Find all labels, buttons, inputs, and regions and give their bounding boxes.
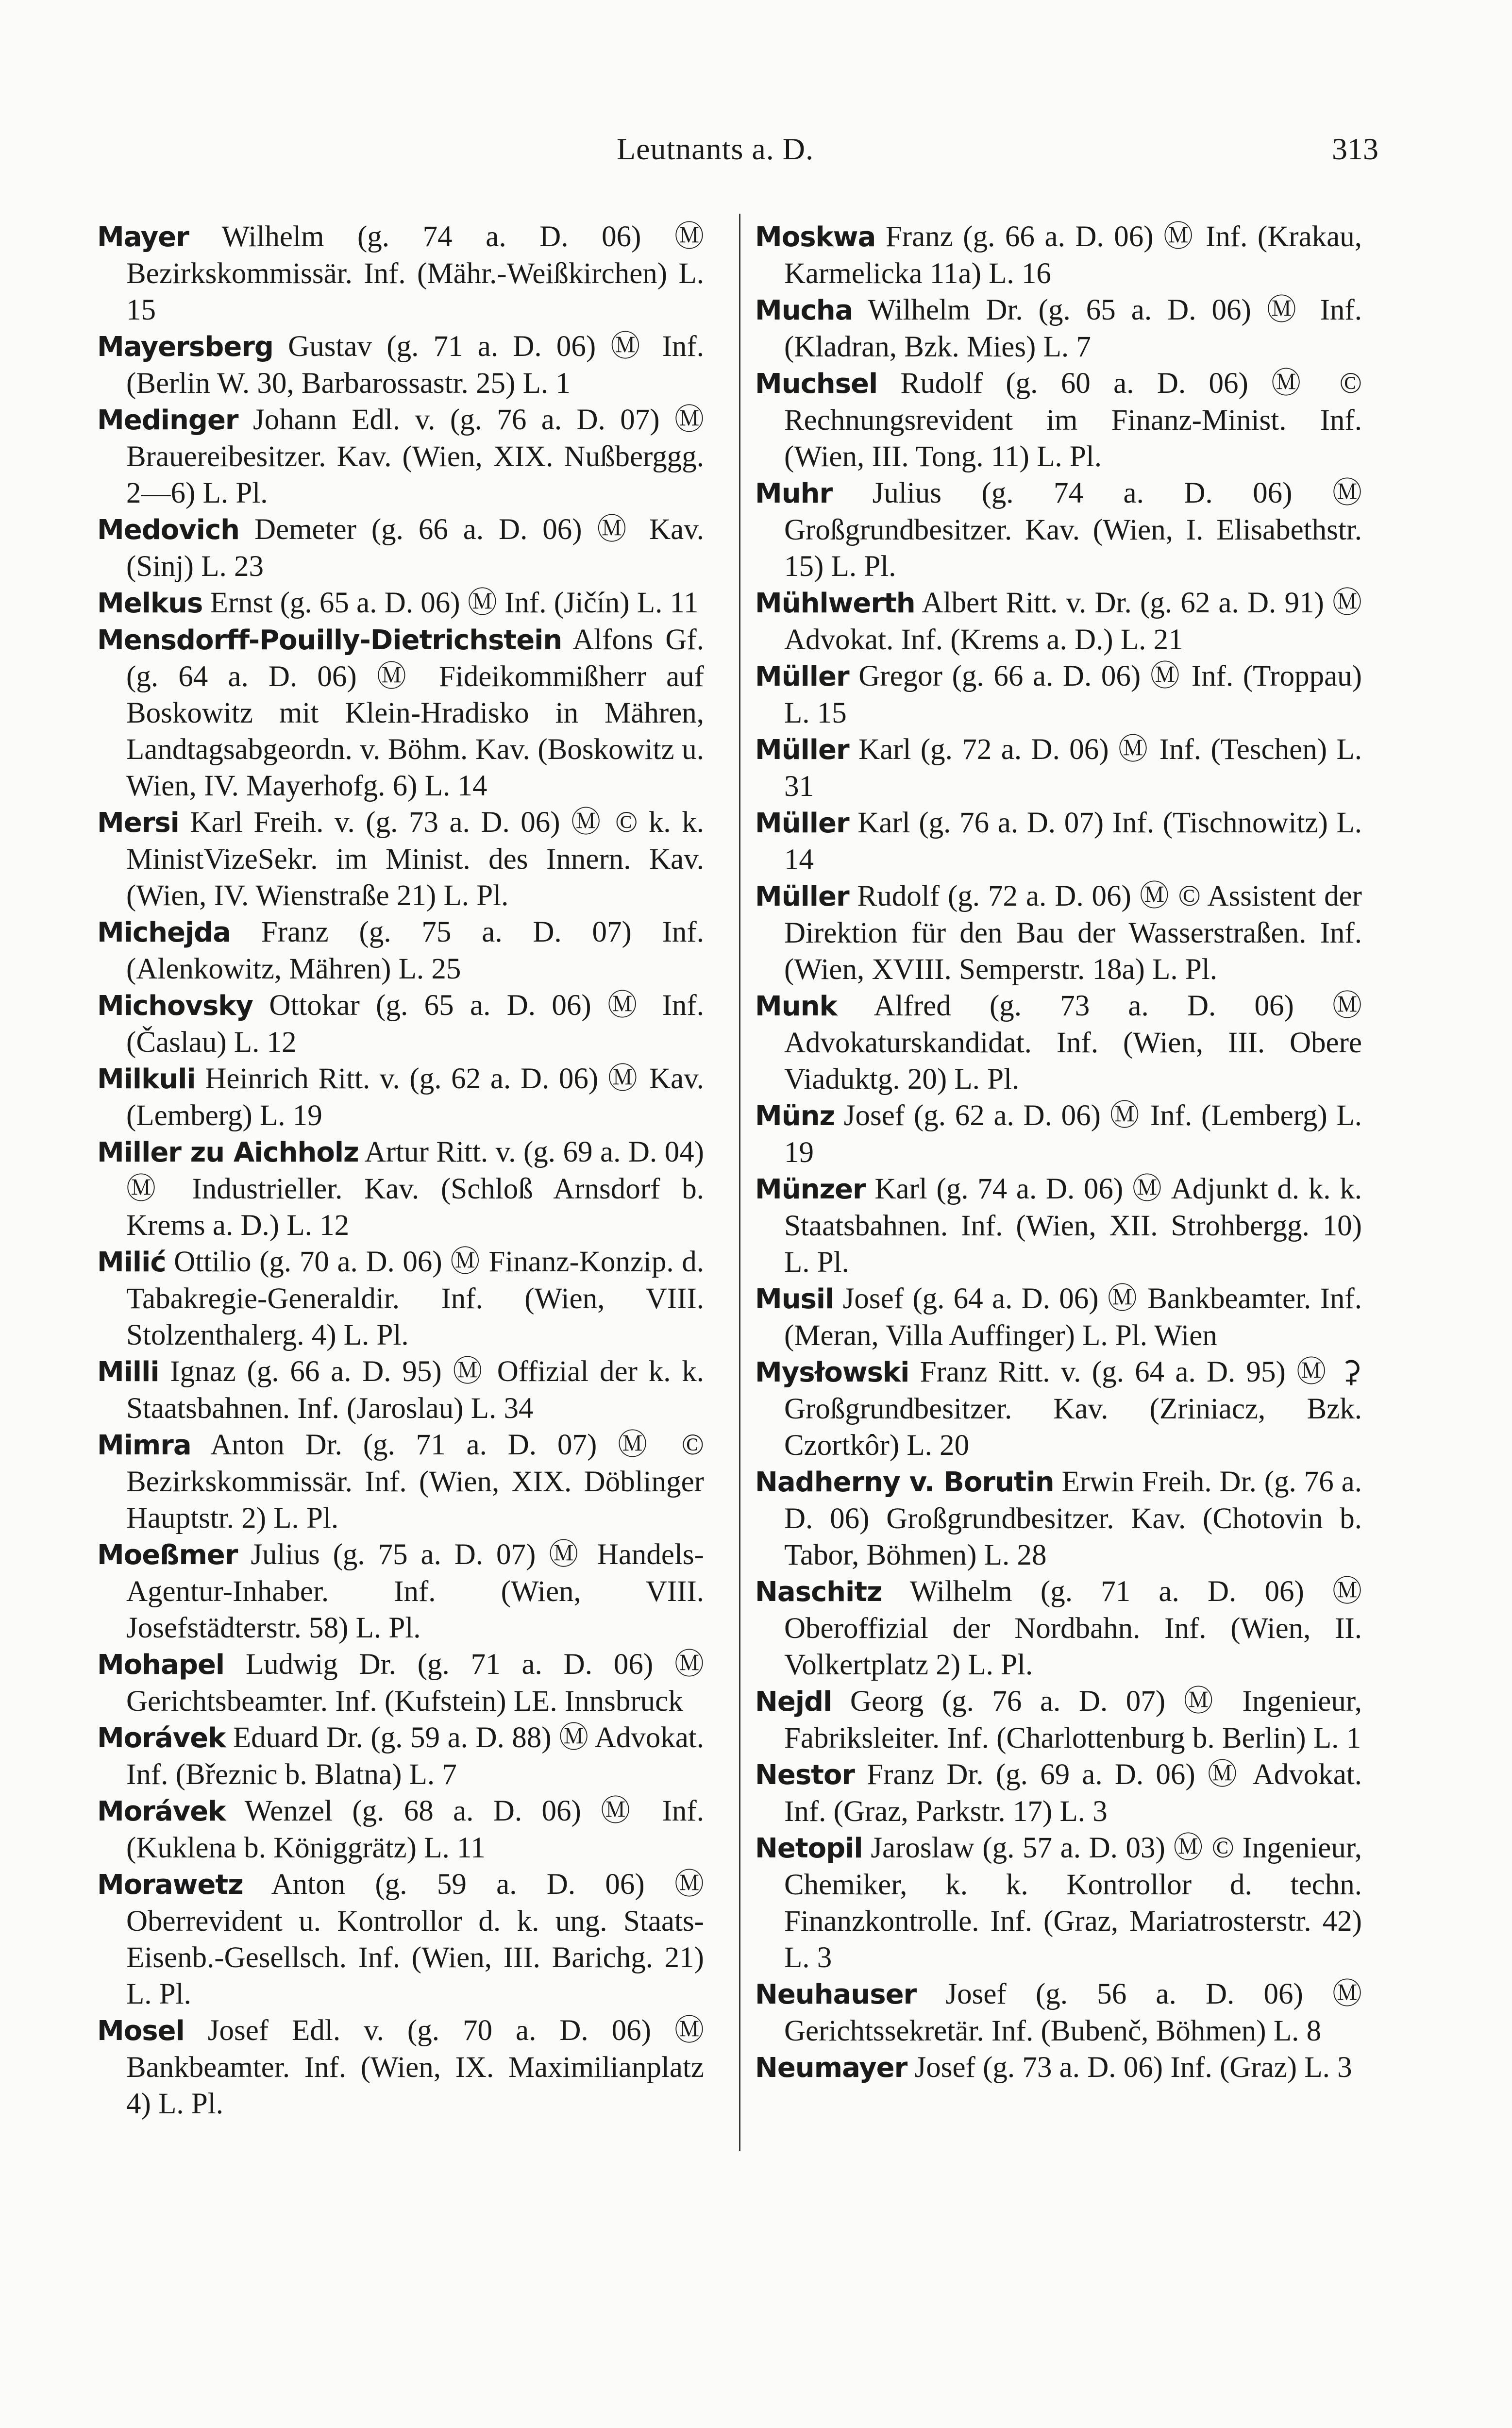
entry-details: Franz (g. 66 a. D. 06) Ⓜ Inf. (Krakau, Karmelicka 11a) L. 16: [784, 220, 1362, 290]
directory-entry: [97, 804, 704, 914]
entry-details: Julius (g. 74 a. D. 06) Ⓜ Großgrundbesitzer. Kav. (Wien, I. Elisabethstr. 15) L. Pl.: [784, 477, 1362, 583]
entry-details: Johann Edl. v. (g. 76 a. D. 07) Ⓜ Brauereibesitzer. Kav. (Wien, XIX. Nußberggg. 2—6) L. Pl.: [126, 404, 704, 509]
directory-entry: [97, 585, 704, 622]
directory-entry: [755, 878, 1362, 988]
entry-surname: Musil: [755, 1283, 834, 1315]
directory-entry: [97, 1720, 704, 1793]
entry-surname: Mühlwerth: [755, 588, 915, 619]
entry-details: Alfred (g. 73 a. D. 06) Ⓜ Advokaturskandidat. Inf. (Wien, III. Obere Viaduktg. 20) L. Pl.: [784, 990, 1362, 1096]
directory-entry: [755, 1097, 1362, 1171]
entry-details: Josef Edl. v. (g. 70 a. D. 06) Ⓜ Bankbeamter. Inf. (Wien, IX. Maximilianplatz 4) L. Pl.: [126, 2014, 704, 2120]
entry-surname: Münzer: [755, 1174, 866, 1205]
directory-entry: [97, 402, 704, 511]
column-divider: [739, 214, 740, 2151]
page-header: [0, 131, 1512, 175]
directory-entry: [755, 475, 1362, 585]
entry-details: Heinrich Ritt. v. (g. 62 a. D. 06) Ⓜ Kav. (Lemberg) L. 19: [126, 1062, 704, 1132]
directory-entry: [97, 1646, 704, 1720]
entry-details: Ottokar (g. 65 a. D. 06) Ⓜ Inf. (Časlau) L. 12: [126, 989, 704, 1059]
entry-surname: Michovsky: [97, 990, 253, 1022]
entry-surname: Müller: [755, 881, 849, 912]
entry-surname: Neuhauser: [755, 1979, 917, 2010]
entry-details: Georg (g. 76 a. D. 07) Ⓜ Ingenieur, Fabriksleiter. Inf. (Charlottenburg b. Berlin) L. 1: [784, 1685, 1362, 1754]
entry-surname: Mersi: [97, 807, 179, 839]
entry-surname: Mosel: [97, 2015, 185, 2047]
directory-entry: [97, 511, 704, 585]
entry-surname: Müller: [755, 661, 849, 692]
entry-surname: Melkus: [97, 588, 203, 619]
entry-details: Wilhelm (g. 74 a. D. 06) Ⓜ Bezirkskommissär. Inf. (Mähr.-Weißkirchen) L. 15: [126, 220, 704, 326]
entry-surname: Mysłowski: [755, 1357, 909, 1388]
entry-surname: Münz: [755, 1100, 835, 1132]
entry-details: Franz Ritt. v. (g. 64 a. D. 95) Ⓜ ⚳ Großgrundbesitzer. Kav. (Zriniacz, Bzk. Czortkôr) L. 20: [784, 1356, 1362, 1462]
entry-details: Josef (g. 64 a. D. 06) Ⓜ Bankbeamter. Inf. (Meran, Villa Auffinger) L. Pl. Wien: [784, 1282, 1362, 1352]
entry-surname: Moeßmer: [97, 1539, 238, 1571]
entry-details: Karl (g. 74 a. D. 06) Ⓜ Adjunkt d. k. k. Staatsbahnen. Inf. (Wien, XII. Strohbergg. 10) L. Pl.: [784, 1173, 1362, 1279]
directory-entry: [97, 1353, 704, 1427]
entry-surname: Medovich: [97, 514, 240, 546]
entry-details: Karl (g. 72 a. D. 06) Ⓜ Inf. (Teschen) L. 31: [784, 733, 1362, 803]
entry-details: Artur Ritt. v. (g. 69 a. D. 04) Ⓜ Industrieller. Kav. (Schloß Arnsdorf b. Krems a. D.) L. 12: [126, 1136, 704, 1242]
entry-details: Franz (g. 75 a. D. 07) Inf. (Alenkowitz, Mähren) L. 25: [126, 916, 704, 985]
directory-entry: [755, 658, 1362, 731]
directory-entry: [755, 1756, 1362, 1830]
directory-entry: [755, 1830, 1362, 1976]
entry-details: Rudolf (g. 72 a. D. 06) Ⓜ © Assistent der Direktion für den Bau der Wasserstraßen. Inf. (Wien, XVIII. Semperstr. 18a) L. Pl.: [784, 880, 1362, 986]
directory-entry: [97, 1427, 704, 1536]
entry-surname: Mensdorff-Pouilly-Dietrichstein: [97, 624, 562, 656]
directory-entry: [755, 365, 1362, 475]
entry-surname: Mayer: [97, 221, 189, 253]
running-head: Leutnants a. D.: [617, 132, 814, 166]
directory-entry: [755, 1683, 1362, 1756]
entry-surname: Muhr: [755, 478, 833, 509]
entry-details: Franz Dr. (g. 69 a. D. 06) Ⓜ Advokat. Inf. (Graz, Parkstr. 17) L. 3: [784, 1758, 1362, 1828]
entry-details: Ernst (g. 65 a. D. 06) Ⓜ Inf. (Jičín) L. 11: [202, 587, 699, 619]
directory-entry: [97, 1866, 704, 2012]
entry-details: Wenzel (g. 68 a. D. 06) Ⓜ Inf. (Kuklena b. Königgrätz) L. 11: [126, 1795, 704, 1864]
entry-surname: Müller: [755, 734, 849, 766]
entry-details: Wilhelm Dr. (g. 65 a. D. 06) Ⓜ Inf. (Kladran, Bzk. Mies) L. 7: [784, 294, 1362, 363]
right-column: [755, 219, 1362, 2086]
entry-details: Jaroslaw (g. 57 a. D. 03) Ⓜ © Ingenieur, Chemiker, k. k. Kontrollor d. techn. Finanzkontrolle. Inf. (Graz, Mariatrosterstr. 42) L. 3: [784, 1832, 1362, 1974]
entry-surname: Morawetz: [97, 1869, 243, 1901]
directory-entry: [97, 328, 704, 402]
entry-surname: Milić: [97, 1247, 166, 1278]
directory-entry: [755, 2049, 1362, 2086]
directory-entry: [97, 1244, 704, 1353]
entry-details: Ludwig Dr. (g. 71 a. D. 06) Ⓜ Gerichtsbeamter. Inf. (Kufstein) LE. Innsbruck: [126, 1648, 704, 1718]
entry-surname: Morávek: [97, 1722, 226, 1754]
entry-surname: Michejda: [97, 917, 231, 948]
directory-entry: [755, 988, 1362, 1097]
entry-surname: Nadherny v. Borutin: [755, 1467, 1054, 1498]
directory-entry: [755, 1464, 1362, 1573]
entry-details: Karl Freih. v. (g. 73 a. D. 06) Ⓜ © k. k. MinistVizeSekr. im Minist. des Innern. Kav. (Wien, IV. Wienstraße 21) L. Pl.: [126, 806, 704, 912]
directory-entry: [97, 1061, 704, 1134]
entry-details: Josef (g. 73 a. D. 06) Inf. (Graz) L. 3: [907, 2051, 1352, 2084]
directory-entry: [97, 1793, 704, 1866]
entry-surname: Muchsel: [755, 368, 878, 400]
directory-entry: [97, 2012, 704, 2122]
entry-details: Wilhelm (g. 71 a. D. 06) Ⓜ Oberoffizial der Nordbahn. Inf. (Wien, II. Volkertplatz 2) L. Pl.: [784, 1575, 1362, 1681]
directory-entry: [97, 219, 704, 328]
directory-entry: [97, 1536, 704, 1646]
entry-details: Eduard Dr. (g. 59 a. D. 88) Ⓜ Advokat. Inf. (Březnic b. Blatna) L. 7: [126, 1721, 704, 1791]
entry-details: Albert Ritt. v. Dr. (g. 62 a. D. 91) Ⓜ Advokat. Inf. (Krems a. D.) L. 21: [784, 587, 1362, 656]
entry-details: Julius (g. 75 a. D. 07) Ⓜ Handels-Agentur-Inhaber. Inf. (Wien, VIII. Josefstädterstr. 58) L. Pl.: [126, 1538, 704, 1644]
directory-entry: [755, 219, 1362, 292]
entry-details: Anton Dr. (g. 71 a. D. 07) Ⓜ © Bezirkskommissär. Inf. (Wien, XIX. Döblinger Hauptstr. 2) L. Pl.: [126, 1429, 704, 1534]
entry-surname: Mucha: [755, 295, 853, 326]
entry-details: Josef (g. 62 a. D. 06) Ⓜ Inf. (Lemberg) L. 19: [784, 1099, 1362, 1169]
entry-details: Gustav (g. 71 a. D. 06) Ⓜ Inf. (Berlin W. 30, Barbarossastr. 25) L. 1: [126, 330, 704, 400]
entry-surname: Medinger: [97, 405, 238, 436]
directory-entry: [755, 1171, 1362, 1281]
directory-entry: [97, 914, 704, 987]
entry-surname: Milli: [97, 1356, 159, 1388]
entry-surname: Milkuli: [97, 1063, 196, 1095]
entry-surname: Mimra: [97, 1430, 191, 1461]
entry-details: Demeter (g. 66 a. D. 06) Ⓜ Kav. (Sinj) L. 23: [126, 513, 704, 583]
entry-details: Josef (g. 56 a. D. 06) Ⓜ Gerichtssekretär. Inf. (Bubenč, Böhmen) L. 8: [784, 1978, 1362, 2047]
directory-entry: [755, 1281, 1362, 1354]
entry-details: Karl (g. 76 a. D. 07) Inf. (Tischnowitz) L. 14: [784, 807, 1362, 876]
entry-surname: Morávek: [97, 1796, 226, 1827]
entry-surname: Müller: [755, 808, 849, 839]
entry-surname: Mohapel: [97, 1649, 225, 1681]
entry-details: Alfons Gf. (g. 64 a. D. 06) Ⓜ Fideikommißherr auf Boskowitz mit Klein-Hradisko in Mähren, Landtagsabgeordn. v. Böhm. Kav. (Boskowitz u. Wien, IV. Mayerhofg. 6) L. 14: [126, 624, 704, 802]
directory-entry: [755, 731, 1362, 805]
directory-entry: [755, 1354, 1362, 1464]
entry-details: Erwin Freih. Dr. (g. 76 a. D. 06) Großgrundbesitzer. Kav. (Chotovin b. Tabor, Böhmen) L. 28: [784, 1466, 1362, 1571]
entry-details: Ignaz (g. 66 a. D. 95) Ⓜ Offizial der k. k. Staatsbahnen. Inf. (Jaroslau) L. 34: [126, 1355, 704, 1425]
entry-surname: Nejdl: [755, 1686, 832, 1718]
entry-surname: Moskwa: [755, 221, 876, 253]
entry-surname: Mayersberg: [97, 331, 273, 363]
page-number: 313: [1332, 132, 1378, 166]
directory-entry: [755, 585, 1362, 658]
directory-entry: [755, 1976, 1362, 2049]
directory-entry: [755, 805, 1362, 878]
entry-details: Anton (g. 59 a. D. 06) Ⓜ Oberrevident u. Kontrollor d. k. ung. Staats-Eisenb.-Gesellsch. Inf. (Wien, III. Barichg. 21) L. Pl.: [126, 1868, 704, 2010]
entry-surname: Nestor: [755, 1759, 855, 1791]
entry-surname: Naschitz: [755, 1576, 882, 1608]
entry-details: Rudolf (g. 60 a. D. 06) Ⓜ © Rechnungsrevident im Finanz-Minist. Inf. (Wien, III. Tong. 11) L. Pl.: [784, 367, 1362, 473]
entry-details: Ottilio (g. 70 a. D. 06) Ⓜ Finanz-Konzip. d. Tabakregie-Generaldir. Inf. (Wien, VIII. Stolzenthalerg. 4) L. Pl.: [126, 1246, 704, 1351]
entry-surname: Netopil: [755, 1833, 863, 1864]
directory-entry: [97, 987, 704, 1061]
left-column: [97, 219, 704, 2122]
directory-entry: [755, 292, 1362, 365]
entry-surname: Munk: [755, 991, 837, 1022]
directory-entry: [755, 1573, 1362, 1683]
entry-details: Gregor (g. 66 a. D. 06) Ⓜ Inf. (Troppau) L. 15: [784, 660, 1362, 729]
directory-entry: [97, 622, 704, 804]
entry-surname: Neumayer: [755, 2052, 907, 2084]
entry-surname: Miller zu Aichholz: [97, 1137, 359, 1168]
directory-entry: [97, 1134, 704, 1244]
